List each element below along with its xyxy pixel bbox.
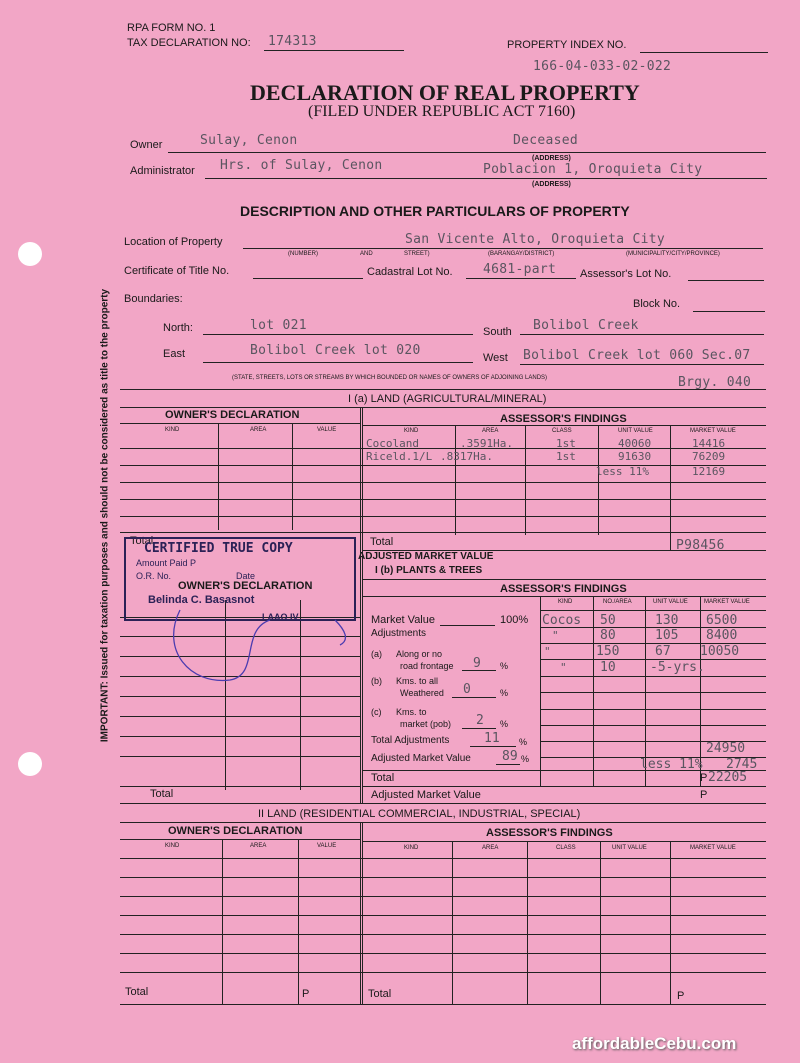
address-caption-1: (ADDRESS)	[532, 155, 571, 162]
west-label: West	[483, 352, 508, 364]
total-adj-val: 11	[484, 731, 500, 746]
plants-row2-kind: "	[552, 629, 559, 642]
land1-row2-kind: Riceld.1/L	[366, 450, 433, 463]
land1-total-value: P98456	[676, 538, 725, 553]
land1-row2-market: 76209	[692, 450, 726, 463]
east-label: East	[163, 348, 186, 360]
land1-row1-kind: Cocoland	[366, 437, 419, 450]
cap-street: STREET)	[404, 251, 430, 257]
land1-row1-unit: 40060	[618, 437, 652, 450]
assessor-lot-label: Assessor's Lot No.	[580, 268, 672, 280]
plants-row3-market: 10050	[700, 644, 740, 659]
stamp-line4: Date	[236, 571, 256, 581]
plants-row2-market: 8400	[706, 628, 738, 643]
address-caption-2: (ADDRESS)	[532, 181, 571, 188]
page-subtitle: (FILED UNDER REPUBLIC ACT 7160)	[308, 103, 576, 120]
adj-c: (c)	[371, 707, 382, 717]
plants-row4-kind: "	[560, 661, 567, 674]
plants-owner-decl: OWNER'S DECLARATION	[178, 580, 313, 592]
adj-b-text2: Weathered	[400, 688, 444, 698]
punch-hole-bottom	[18, 752, 42, 776]
admin-address: Poblacion 1, Oroquieta City	[483, 162, 703, 177]
plants-col-unit: UNIT VALUE	[653, 599, 688, 605]
land1-row2-class: 1st	[556, 450, 576, 463]
cap-barangay: (BARANGAY/DISTRICT)	[488, 251, 555, 257]
land1-a-col-unit: UNIT VALUE	[618, 428, 653, 434]
adj-b: (b)	[371, 676, 382, 686]
plants-row2-unit: 105	[655, 628, 679, 643]
east-value: Bolibol Creek lot 020	[250, 343, 421, 358]
adj-a: (a)	[371, 649, 382, 659]
plants-col-kind: KIND	[558, 599, 573, 605]
land2-col-kind: KIND	[165, 843, 180, 849]
land2-a-col-class: CLASS	[556, 845, 576, 851]
land1-col-value: VALUE	[317, 427, 337, 433]
pin-value: 166-04-033-02-022	[533, 59, 672, 74]
land1-a-col-class: CLASS	[552, 428, 572, 434]
adj-mv-label: Adjusted Market Value	[371, 753, 471, 764]
land2-a-col-unit: UNIT VALUE	[612, 845, 647, 851]
plants-less-val: 2745	[726, 757, 758, 772]
owner-label: Owner	[130, 139, 163, 151]
adj-c-val: 2	[476, 713, 484, 728]
adj-mv-val: 89	[502, 749, 518, 764]
west-value: Bolibol Creek lot 060 Sec.07	[523, 348, 751, 363]
stamp-line1: CERTIFIED TRUE COPY	[144, 541, 293, 556]
tax-dec-value: 174313	[268, 34, 317, 49]
land1-less: less 11%	[596, 465, 649, 478]
adjusted-mv-label: ADJUSTED MARKET VALUE	[358, 551, 494, 562]
admin-value: Hrs. of Sulay, Cenon	[220, 158, 383, 173]
land2-col-value: VALUE	[317, 843, 337, 849]
punch-hole-top	[18, 242, 42, 266]
land2-total-right: Total	[368, 988, 392, 1000]
brgy-value: Brgy. 040	[678, 375, 752, 390]
cap-muni: (MUNICIPALITY/CITY/PROVINCE)	[626, 251, 720, 257]
land1-row1-market: 14416	[692, 437, 726, 450]
land2-p-left: P	[302, 988, 310, 1000]
location-label: Location of Property	[124, 236, 223, 248]
adj-a-pct: %	[500, 661, 509, 671]
plants-row3-unit: 67	[655, 644, 671, 659]
south-value: Bolibol Creek	[533, 318, 639, 333]
plants-less: less 11%	[640, 757, 703, 772]
land1-a-col-area: AREA	[482, 428, 499, 434]
plants-col-market: MARKET VALUE	[704, 599, 750, 605]
land1-row1-area: .3591Ha.	[460, 437, 513, 450]
signature-scribble	[150, 590, 370, 690]
adj-c-pct: %	[500, 719, 509, 729]
land1-a-col-kind: KIND	[404, 428, 419, 434]
watermark: affordableCebu.com	[572, 1034, 737, 1053]
plants-row3-kind: "	[544, 645, 551, 658]
plants-col-no: NO./AREA	[603, 599, 632, 605]
plants-row1-unit: 130	[655, 613, 679, 628]
adj-b-text1: Kms. to all	[396, 676, 439, 686]
description-heading: DESCRIPTION AND OTHER PARTICULARS OF PROPERTY	[240, 203, 630, 219]
cadastral-label: Cadastral Lot No.	[367, 266, 453, 278]
land2-heading: II LAND (RESIDENTIAL COMMERCIAL, INDUSTRIAL, SPECIAL)	[258, 808, 581, 820]
land1-owner-decl: OWNER'S DECLARATION	[165, 409, 300, 421]
plants-total-label: Total	[371, 772, 395, 784]
plants-total-val: 22205	[708, 770, 748, 785]
adj-c-text1: Kms. to	[396, 707, 427, 717]
admin-label: Administrator	[130, 165, 195, 177]
owner-address: Deceased	[513, 133, 579, 148]
south-label: South	[483, 326, 512, 338]
market-value-label: Market Value	[371, 614, 435, 626]
land2-col-area: AREA	[250, 843, 267, 849]
plants-heading: I (b) PLANTS & TREES	[375, 565, 483, 576]
adj-mv-pct: %	[521, 754, 530, 764]
land1-row2-unit: 91630	[618, 450, 652, 463]
adj-b-val: 0	[463, 682, 471, 697]
plants-total-p: P	[700, 772, 708, 784]
land1-row2-area: .8317Ha.	[440, 450, 493, 463]
north-label: North:	[163, 322, 193, 334]
plants-left-total: Total	[150, 788, 174, 800]
pin-label: PROPERTY INDEX NO.	[507, 39, 627, 51]
total-adj-pct: %	[519, 737, 528, 747]
adj-a-text1: Along or no	[396, 649, 443, 659]
north-value: lot 021	[250, 318, 307, 333]
total-adj-label: Total Adjustments	[371, 735, 450, 746]
land2-a-col-market: MARKET VALUE	[690, 845, 736, 851]
plants-row4-no: 10	[600, 660, 616, 675]
location-value: San Vicente Alto, Oroquieta City	[405, 232, 666, 247]
stamp-line6: LAAO IV	[262, 612, 299, 622]
land1-heading: I (a) LAND (AGRICULTURAL/MINERAL)	[348, 393, 547, 405]
adj-c-text2: market (pob)	[400, 719, 452, 729]
land2-owner-decl: OWNER'S DECLARATION	[168, 825, 303, 837]
land2-assessor: ASSESSOR'S FINDINGS	[486, 827, 613, 839]
land2-p-right: P	[677, 990, 685, 1002]
plants-row1-kind: Cocos	[542, 613, 582, 628]
boundaries-label: Boundaries:	[124, 293, 183, 305]
land1-col-kind: KIND	[165, 427, 180, 433]
land1-less-value: 12169	[692, 465, 726, 478]
land1-assessor: ASSESSOR'S FINDINGS	[500, 413, 627, 425]
stamp-line5: Belinda C. Basasnot	[148, 594, 255, 606]
stamp-line2: Amount Paid P	[136, 558, 197, 568]
land1-total-left: Total	[130, 535, 154, 547]
plants-row1-no: 50	[600, 613, 616, 628]
land1-row1-class: 1st	[556, 437, 576, 450]
land2-a-col-kind: KIND	[404, 845, 419, 851]
adj-a-val: 9	[473, 656, 481, 671]
stamp-line3: O.R. No.	[136, 571, 172, 581]
land1-a-col-market: MARKET VALUE	[690, 428, 736, 434]
plants-row3-no: 150	[596, 644, 620, 659]
plants-row4-unit: -5-yrs.	[650, 660, 705, 675]
cap-number: (NUMBER)	[288, 251, 318, 257]
title-no-label: Certificate of Title No.	[124, 265, 230, 277]
form-number: RPA FORM NO. 1	[127, 22, 216, 34]
tax-dec-label: TAX DECLARATION NO:	[127, 37, 251, 49]
land2-a-col-area: AREA	[482, 845, 499, 851]
block-label: Block No.	[633, 298, 681, 310]
plants-assessor: ASSESSOR'S FINDINGS	[500, 583, 627, 595]
plants-sum: 24950	[706, 741, 746, 756]
plants-row2-no: 80	[600, 628, 616, 643]
page-title: DECLARATION OF REAL PROPERTY	[250, 80, 640, 105]
plants-adj-mv-row: Adjusted Market Value	[371, 789, 481, 801]
land1-col-area: AREA	[250, 427, 267, 433]
cap-and: AND	[360, 251, 373, 257]
side-note: IMPORTANT: Issued for taxation purposes and should not be considered as title to the property	[99, 288, 111, 743]
land1-total-label: Total	[370, 536, 394, 548]
adj-a-text2: road frontage	[400, 661, 454, 671]
bounds-caption: (STATE, STREETS, LOTS OR STREAMS BY WHICH BOUNDED OR NAMES OF OWNERS OF ADJOINING LANDS)	[232, 375, 548, 381]
owner-value: Sulay, Cenon	[200, 133, 298, 148]
plants-adj-mv-p: P	[700, 789, 708, 801]
adj-b-pct: %	[500, 688, 509, 698]
land2-total-left: Total	[125, 986, 149, 998]
plants-row1-market: 6500	[706, 613, 738, 628]
cadastral-value: 4681-part	[483, 262, 557, 277]
market-value-pct: 100%	[500, 614, 529, 626]
adjustments-label: Adjustments	[371, 628, 427, 639]
